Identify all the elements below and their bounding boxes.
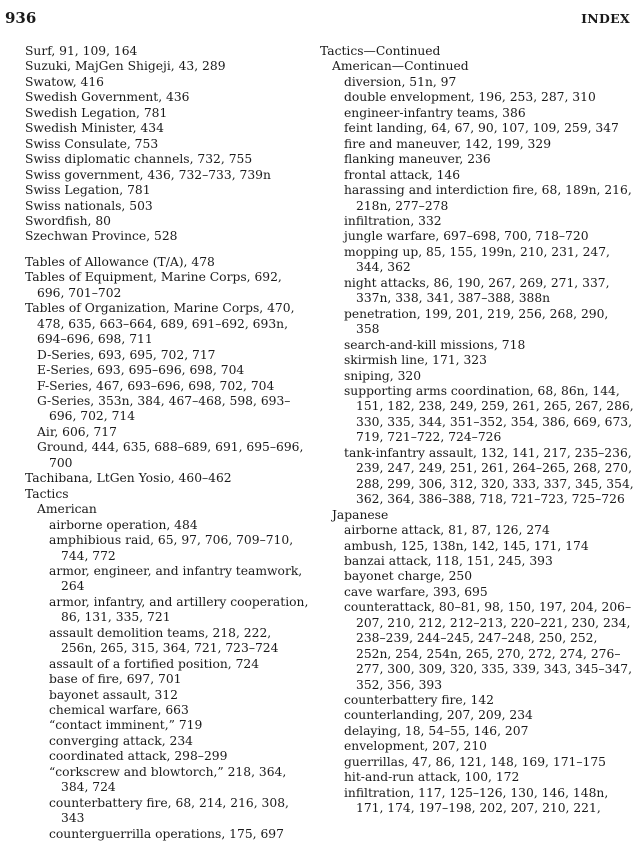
index-subentry: “contact imminent,” 719	[49, 718, 203, 733]
index-entry: Tables of Organization, Marine Corps, 470, 478, 635, 663–664, 689, 691–692, 693n, 694–696, 698, 711	[25, 301, 295, 347]
index-subentry: armor, infantry, and artillery cooperation, 86, 131, 335, 721	[49, 594, 309, 625]
index-subentry: Japanese	[332, 507, 389, 522]
index-subentry: chemical warfare, 663	[49, 703, 189, 718]
index-subentry: F-Series, 467, 693–696, 698, 702, 704	[37, 378, 275, 393]
index-entry: Suzuki, MajGen Shigeji, 43, 289	[25, 59, 226, 74]
index-entry: Surf, 91, 109, 164	[25, 44, 138, 58]
index-subentry: cave warfare, 393, 695	[344, 584, 488, 599]
index-section-gap	[25, 245, 310, 255]
index-subentry: American	[37, 502, 97, 517]
index-subentry: D-Series, 693, 695, 702, 717	[37, 347, 216, 362]
index-subentry: supporting arms coordination, 68, 86n, 144, 151, 182, 238, 249, 259, 261, 265, 267, 286, 330, 335, 344, 351–352, 354, 386, 669, 673, 719, 721–722, 724–726	[344, 383, 634, 445]
index-subentry: airborne attack, 81, 87, 126, 274	[344, 523, 550, 538]
index-subentry: hit-and-run attack, 100, 172	[344, 770, 520, 785]
index-column-right	[320, 44, 635, 817]
index-subentry: counterbattery fire, 142	[344, 693, 494, 708]
index-entry: Swedish Legation, 781	[25, 105, 168, 120]
index-entry: Swiss nationals, 503	[25, 198, 153, 213]
index-subentry: skirmish line, 171, 323	[344, 353, 487, 368]
index-subentry: engineer-infantry teams, 386	[344, 105, 526, 120]
index-subentry: double envelopment, 196, 253, 287, 310	[344, 90, 596, 105]
index-subentry: mopping up, 85, 155, 199n, 210, 231, 247, 344, 362	[344, 244, 610, 275]
index-subentry: airborne operation, 484	[49, 517, 198, 532]
index-entry: Szechwan Province, 528	[25, 229, 178, 244]
page-number: 936	[5, 9, 37, 27]
index-entry: Swiss Legation, 781	[25, 183, 151, 198]
index-subentry: G-Series, 353n, 384, 467–468, 598, 693–696, 702, 714	[37, 393, 291, 424]
index-entry: Swordfish, 80	[25, 213, 112, 228]
index-subentry: bayonet assault, 312	[49, 687, 178, 702]
index-subentry: counterlanding, 207, 209, 234	[344, 708, 533, 723]
page-header	[5, 9, 630, 31]
index-subentry: counterbattery fire, 68, 214, 216, 308, 343	[49, 795, 289, 826]
index-entry: Tachibana, LtGen Yosio, 460–462	[25, 471, 232, 486]
index-subentry: assault of a fortified position, 724	[49, 656, 260, 671]
index-subentry: frontal attack, 146	[344, 167, 461, 182]
index-subentry: guerrillas, 47, 86, 121, 148, 169, 171–175	[344, 754, 606, 769]
index-entry: Swiss government, 436, 732–733, 739n	[25, 167, 271, 182]
index-subentry: coordinated attack, 298–299	[49, 749, 228, 764]
index-entry: Tables of Equipment, Marine Corps, 692, 696, 701–702	[25, 270, 282, 300]
index-subentry: Ground, 444, 635, 688–689, 691, 695–696, 700	[37, 440, 304, 470]
index-subentry: converging attack, 234	[49, 733, 193, 748]
index-entry: Swiss diplomatic channels, 732, 755	[25, 152, 253, 167]
index-subentry: infiltration, 117, 125–126, 130, 146, 148n, 171, 174, 197–198, 202, 207, 210, 221,	[344, 785, 609, 816]
page-title: INDEX	[581, 11, 630, 26]
index-subentry: counterguerrilla operations, 175, 697	[49, 826, 284, 841]
index-entry: Swedish Government, 436	[25, 90, 190, 105]
index-subentry: night attacks, 86, 190, 267, 269, 271, 337, 337n, 338, 341, 387–388, 388n	[344, 275, 610, 306]
index-subentry: assault demolition teams, 218, 222, 256n, 265, 315, 364, 721, 723–724	[49, 625, 279, 656]
index-subentry: delaying, 18, 54–55, 146, 207	[344, 723, 529, 738]
index-column-left	[25, 44, 310, 842]
index-entry: Swiss Consulate, 753	[25, 136, 159, 151]
index-subentry: armor, engineer, and infantry teamwork, 264	[49, 563, 303, 594]
index-subentry: search-and-kill missions, 718	[344, 337, 526, 352]
index-subentry: amphibious raid, 65, 97, 706, 709–710, 744, 772	[49, 533, 294, 563]
index-subentry: banzai attack, 118, 151, 245, 393	[344, 553, 553, 568]
index-subentry: fire and maneuver, 142, 199, 329	[344, 136, 552, 151]
index-subentry: bayonet charge, 250	[344, 569, 473, 584]
index-subentry: Air, 606, 717	[37, 424, 117, 439]
index-subentry: feint landing, 64, 67, 90, 107, 109, 259, 347	[344, 121, 619, 136]
index-subentry: “corkscrew and blowtorch,” 218, 364, 384, 724	[49, 764, 287, 795]
index-entry: Swatow, 416	[25, 74, 104, 89]
index-subentry: ambush, 125, 138n, 142, 145, 171, 174	[344, 538, 589, 553]
index-subentry: infiltration, 332	[344, 213, 442, 228]
index-subentry: penetration, 199, 201, 219, 256, 268, 290, 358	[344, 306, 609, 337]
index-subentry: harassing and interdiction fire, 68, 189n, 216, 218n, 277–278	[344, 183, 632, 213]
index-entry: Tables of Allowance (T/A), 478	[25, 254, 215, 269]
index-subentry: diversion, 51n, 97	[344, 74, 457, 89]
index-subentry: E-Series, 693, 695–696, 698, 704	[37, 363, 245, 378]
index-entry: Tactics	[25, 486, 69, 501]
index-subentry: envelopment, 207, 210	[344, 739, 488, 754]
index-subentry: tank-infantry assault, 132, 141, 217, 235–236, 239, 247, 249, 251, 261, 264–265, 268, 270, 288, 299, 306, 312, 320, 333, 337, 345, 354, 362, 364, 386–388, 718, 721–723, 725–726	[344, 445, 634, 507]
index-subentry: counterattack, 80–81, 98, 150, 197, 204, 206–207, 210, 212, 212–213, 220–221, 230, 234, 238–239, 244–245, 247–248, 250, 252, 252n, 254, 254n, 265, 270, 272, 274, 276–277, 300, 309, 320, 335, 339, 343, 345–347, 352, 356, 393	[344, 600, 633, 692]
index-subentry: base of fire, 697, 701	[49, 672, 182, 687]
index-subentry: sniping, 320	[344, 368, 422, 383]
index-subentry: American—Continued	[332, 59, 469, 74]
index-entry: Tactics—Continued	[320, 44, 441, 58]
index-subentry: jungle warfare, 697–698, 700, 718–720	[344, 229, 589, 244]
index-entry: Swedish Minister, 434	[25, 121, 164, 136]
index-subentry: flanking maneuver, 236	[344, 152, 491, 167]
